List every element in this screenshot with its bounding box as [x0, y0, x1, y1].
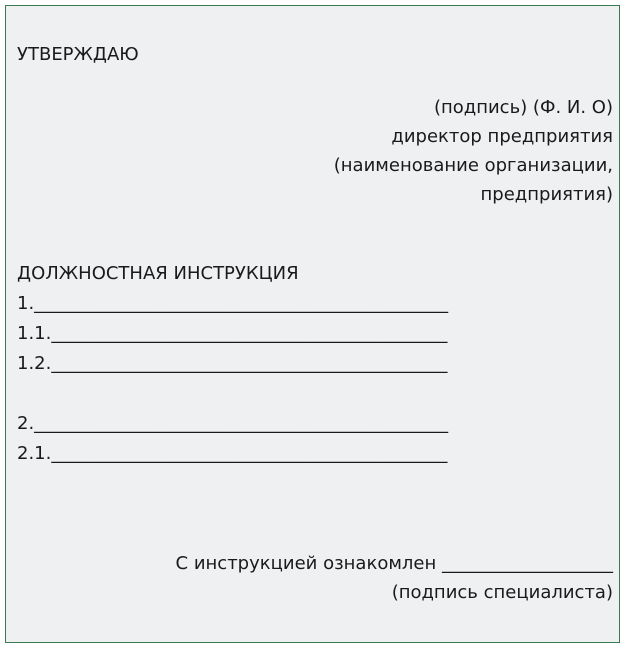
- instruction-item-1-2: 1.2.____________________________________________: [17, 353, 448, 374]
- document-frame: [5, 5, 620, 643]
- organization-line-1: (наименование организации,: [333, 155, 613, 176]
- approve-heading: УТВЕРЖДАЮ: [17, 44, 139, 65]
- instruction-item-2-1: 2.1.____________________________________________: [17, 443, 448, 464]
- signature-line: (подпись) (Ф. И. О): [433, 97, 613, 118]
- specialist-signature-caption: (подпись специалиста): [391, 582, 613, 603]
- instruction-title: ДОЛЖНОСТНАЯ ИНСТРУКЦИЯ: [17, 263, 299, 284]
- position-line: директор предприятия: [391, 126, 613, 147]
- organization-line-2: предприятия): [480, 184, 613, 205]
- instruction-item-2: 2.______________________________________________: [17, 413, 449, 434]
- acknowledge-line: С инструкцией ознакомлен ___________________: [175, 553, 613, 574]
- instruction-item-1: 1.______________________________________________: [17, 293, 449, 314]
- instruction-item-1-1: 1.1.____________________________________________: [17, 323, 448, 344]
